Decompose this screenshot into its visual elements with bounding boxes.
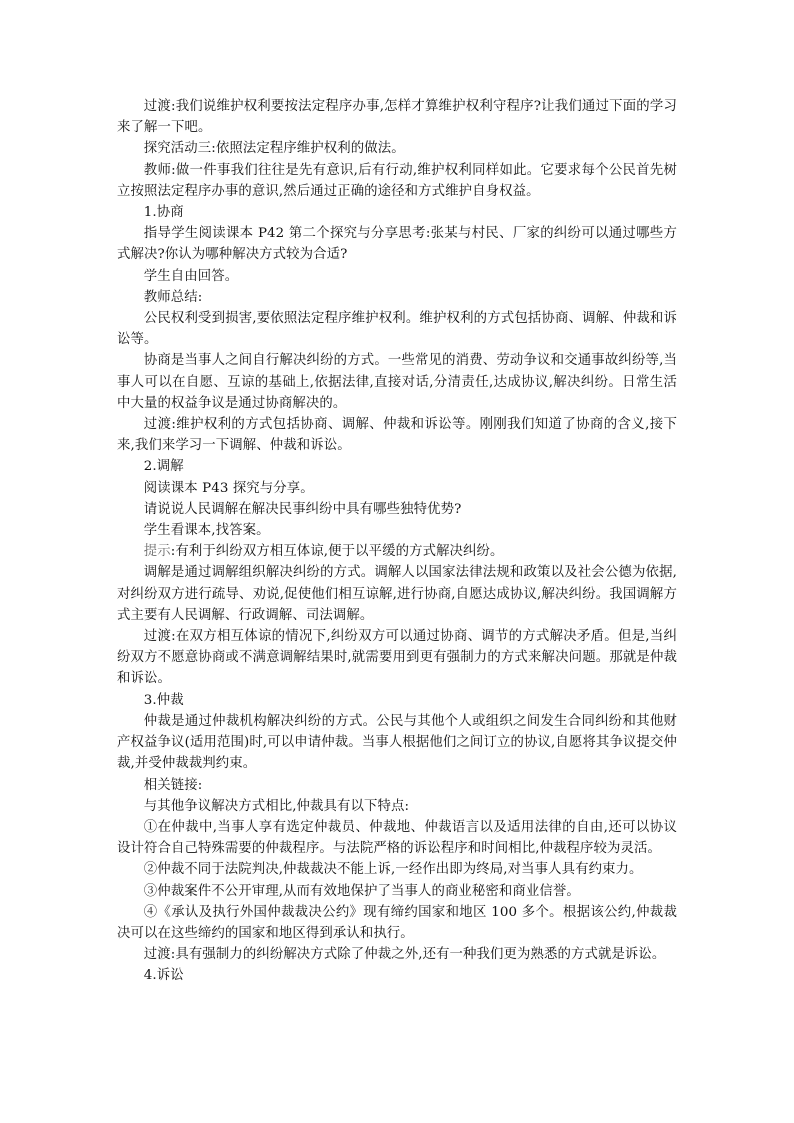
feature-item: ④《承认及执行外国仲裁裁决公约》现有缔约国家和地区 100 多个。根据该公约,仲裁裁决可以在这些缔约的国家和地区得到承认和执行。 bbox=[117, 904, 677, 941]
document-body bbox=[117, 96, 677, 987]
section-heading-arbitration: 3.仲裁 bbox=[143, 692, 184, 708]
transition-paragraph: 过渡:具有强制力的纠纷解决方式除了仲裁之外,还有一种我们更为熟悉的方式就是诉讼。 bbox=[143, 947, 666, 963]
transition-paragraph: 过渡:在双方相互体谅的情况下,纠纷双方可以通过协商、调节的方式解决矛盾。但是,当纠纷双方不愿意协商或不满意调解结果时,就需要用到更有强制力的方式来解决问题。那就是仲裁和诉讼。 bbox=[117, 629, 677, 687]
section-heading-litigation: 4.诉讼 bbox=[143, 968, 184, 984]
mediation-definition-paragraph: 调解是通过调解组织解决纠纷的方式。调解人以国家法律法规和政策以及社会公德为依据,对纠纷双方进行疏导、劝说,促使他们相互谅解,进行协商,自愿达成协议,解决纠纷。我国调解方式主要有人民调解、行政调解、司法调解。 bbox=[117, 565, 677, 623]
feature-item: ②仲裁不同于法院判决,仲裁裁决不能上诉,一经作出即为终局,对当事人具有约束力。 bbox=[143, 862, 643, 878]
hint-text: :有利于纠纷双方相互体谅,便于以平缓的方式解决纠纷。 bbox=[170, 544, 504, 560]
activity-heading: 探究活动三:依照法定程序维护权利的做法。 bbox=[143, 141, 405, 157]
question-paragraph: 请说说人民调解在解决民事纠纷中具有哪些独特优势? bbox=[143, 501, 462, 517]
feature-item: ③仲裁案件不公开审理,从而有效地保护了当事人的商业秘密和商业信誉。 bbox=[143, 883, 580, 899]
arbitration-features-intro: 与其他争议解决方式相比,仲裁具有以下特点: bbox=[143, 798, 410, 814]
hint-paragraph bbox=[117, 541, 677, 562]
reading-instruction-paragraph: 阅读课本 P43 探究与分享。 bbox=[143, 480, 314, 496]
student-answer-paragraph: 学生自由回答。 bbox=[143, 268, 239, 284]
section-heading-negotiation: 1.协商 bbox=[143, 205, 184, 221]
rights-methods-paragraph: 公民权利受到损害,要依照法定程序维护权利。维护权利的方式包括协商、调解、仲裁和诉讼等。 bbox=[117, 311, 677, 348]
student-activity-paragraph: 学生看课本,找答案。 bbox=[143, 523, 270, 539]
transition-paragraph: 过渡:维护权利的方式包括协商、调解、仲裁和诉讼等。刚刚我们知道了协商的含义,接下来,我们来学习一下调解、仲裁和诉讼。 bbox=[117, 417, 677, 454]
reading-guide-paragraph: 指导学生阅读课本 P42 第二个探究与分享思考:张某与村民、厂家的纠纷可以通过哪些方式解决?你认为哪种解决方式较为合适? bbox=[117, 226, 677, 263]
teacher-paragraph: 教师:做一件事我们往往是先有意识,后有行动,维护权利同样如此。它要求每个公民首先树立按照法定程序办事的意识,然后通过正确的途径和方式维护自身权益。 bbox=[117, 162, 677, 199]
section-heading-mediation: 2.调解 bbox=[143, 459, 184, 475]
hint-label: 提示 bbox=[143, 544, 171, 560]
teacher-summary-label: 教师总结: bbox=[143, 289, 203, 305]
related-link-label: 相关链接: bbox=[143, 777, 203, 793]
feature-item: ①在仲裁中,当事人享有选定仲裁员、仲裁地、仲裁语言以及适用法律的自由,还可以协议设计符合自己特殊需要的仲裁程序。与法院严格的诉讼程序和时间相比,仲裁程序较为灵活。 bbox=[117, 819, 677, 857]
negotiation-definition-paragraph: 协商是当事人之间自行解决纠纷的方式。一些常见的消费、劳动争议和交通事故纠纷等,当事人可以在自愿、互谅的基础上,依据法律,直接对话,分清责任,达成协议,解决纠纷。日常生活中大量的权益争议是通过协商解决的。 bbox=[117, 353, 677, 411]
arbitration-definition-paragraph: 仲裁是通过仲裁机构解决纠纷的方式。公民与其他个人或组织之间发生合同纠纷和其他财产权益争议(适用范围)时,可以申请仲裁。当事人根据他们之间订立的协议,自愿将其争议提交仲裁,并受仲裁裁判约束。 bbox=[117, 713, 677, 772]
transition-paragraph: 过渡:我们说维护权利要按法定程序办事,怎样才算维护权利守程序?让我们通过下面的学习来了解一下吧。 bbox=[117, 99, 677, 136]
